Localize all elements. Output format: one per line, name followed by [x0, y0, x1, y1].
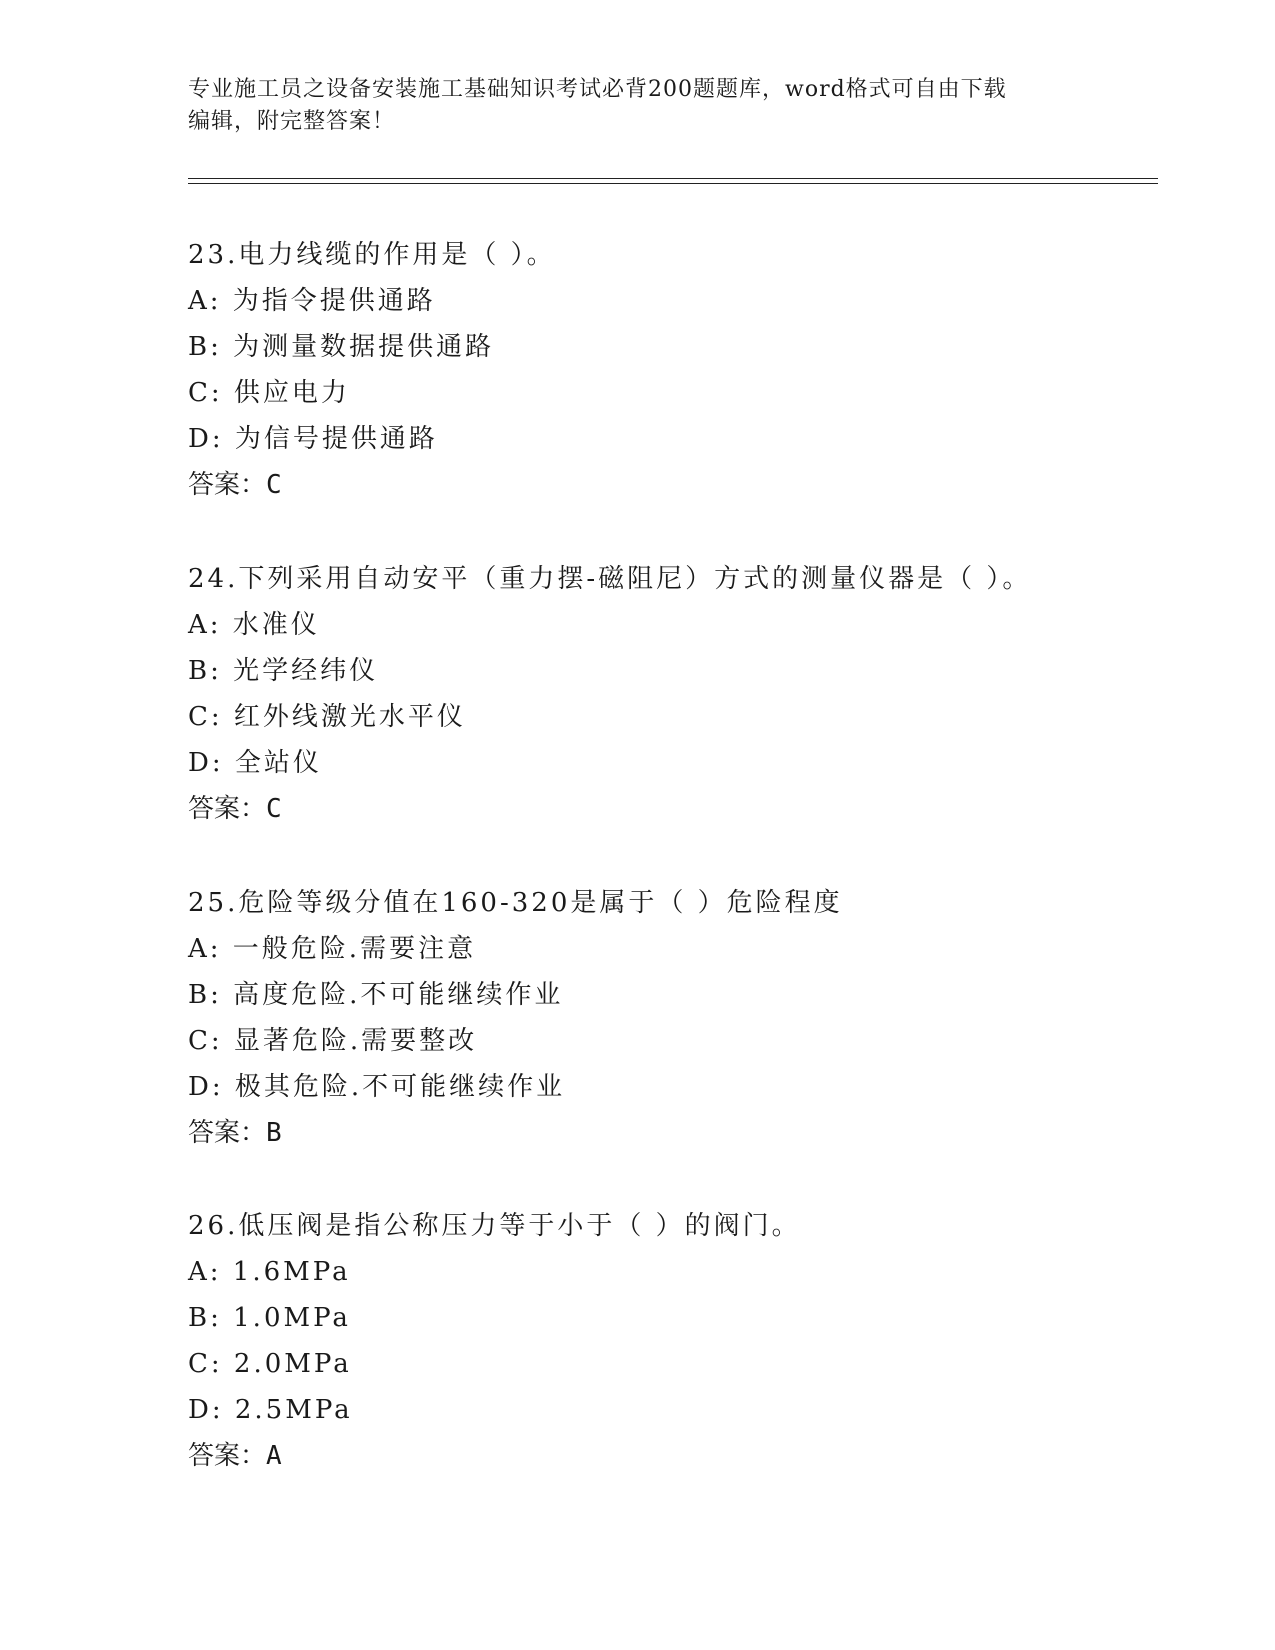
option-b: B: 高度危险.不可能继续作业 [188, 980, 564, 1010]
option-d: D: 为信号提供通路 [188, 424, 438, 454]
answer [188, 786, 1148, 832]
document-header [188, 74, 1088, 138]
question-stem: 25.危险等级分值在160-320是属于（ ）危险程度 [188, 888, 843, 918]
option-a: A: 为指令提供通路 [188, 286, 436, 316]
option-d: D: 极其危险.不可能继续作业 [188, 1072, 566, 1102]
option-a: A: 水准仪 [188, 610, 320, 640]
question-24 [188, 556, 1148, 832]
answer-value: A [266, 1441, 282, 1471]
question-stem: 23.电力线缆的作用是（ ）。 [188, 240, 556, 270]
option-b: B: 光学经纬仪 [188, 656, 379, 686]
option-c: C: 2.0MPa [188, 1349, 352, 1379]
option-a: A: 1.6MPa [188, 1257, 351, 1287]
question-stem: 24.下列采用自动安平（重力摆-磁阻尼）方式的测量仪器是（ ）。 [188, 564, 1032, 594]
question-25 [188, 880, 1148, 1156]
option-d: D: 全站仪 [188, 748, 322, 778]
answer [188, 1433, 1148, 1479]
answer-value: C [266, 470, 282, 500]
answer-value: B [266, 1118, 282, 1148]
option-b: B: 为测量数据提供通路 [188, 332, 495, 362]
option-d: D: 2.5MPa [188, 1395, 353, 1425]
question-26 [188, 1203, 1148, 1479]
option-b: B: 1.0MPa [188, 1303, 351, 1333]
answer-value: C [266, 794, 282, 824]
header-line-1: 专业施工员之设备安装施工基础知识考试必背200题题库，word格式可自由下载 [188, 77, 1007, 102]
option-c: C: 红外线激光水平仪 [188, 702, 466, 732]
question-stem: 26.低压阀是指公称压力等于小于（ ）的阀门。 [188, 1211, 801, 1241]
option-a: A: 一般危险.需要注意 [188, 934, 477, 964]
answer [188, 462, 1148, 508]
header-line-2: 编辑，附完整答案！ [188, 109, 396, 134]
header-divider-top [188, 178, 1158, 179]
answer-label: 答案： [188, 1441, 267, 1471]
option-c: C: 供应电力 [188, 378, 350, 408]
header-divider-bottom [188, 183, 1158, 184]
question-23 [188, 232, 1148, 508]
answer [188, 1110, 1148, 1156]
option-c: C: 显著危险.需要整改 [188, 1026, 478, 1056]
answer-label: 答案： [188, 470, 267, 500]
answer-label: 答案： [188, 1118, 267, 1148]
answer-label: 答案： [188, 794, 267, 824]
